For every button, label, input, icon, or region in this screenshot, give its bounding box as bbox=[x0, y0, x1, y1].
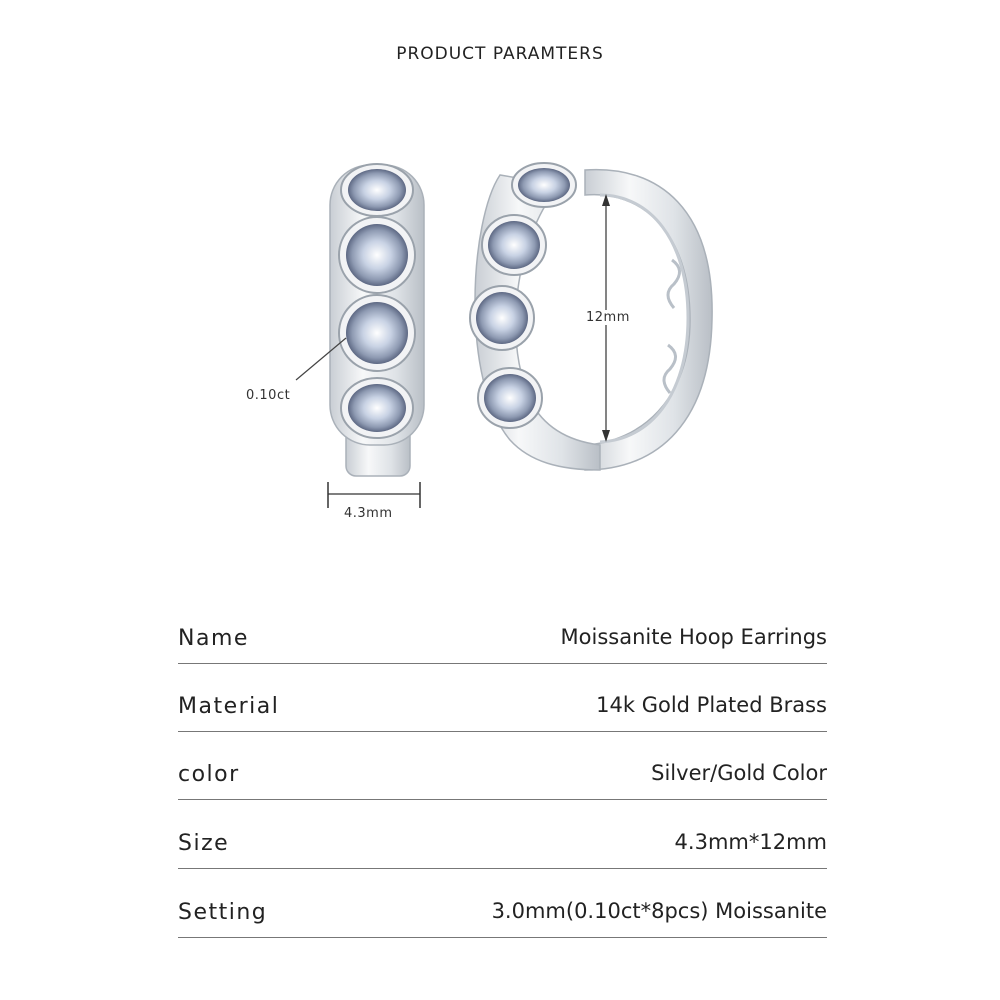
spec-row-name bbox=[178, 600, 827, 664]
spec-value: 14k Gold Plated Brass bbox=[596, 693, 827, 717]
spec-value: Silver/Gold Color bbox=[651, 761, 827, 785]
spec-value: 3.0mm(0.10ct*8pcs) Moissanite bbox=[491, 899, 827, 923]
page-title: PRODUCT PARAMTERS bbox=[396, 44, 604, 64]
spec-row-size bbox=[178, 800, 827, 869]
earring-front-view bbox=[330, 164, 424, 476]
spec-key: Size bbox=[178, 831, 230, 856]
spec-value: Moissanite Hoop Earrings bbox=[560, 625, 827, 649]
stone-weight-label: 0.10ct bbox=[246, 388, 291, 403]
spec-key: Setting bbox=[178, 900, 268, 925]
moissanite-stone bbox=[482, 215, 546, 275]
moissanite-stone bbox=[512, 163, 576, 207]
spec-key: color bbox=[178, 762, 240, 787]
spec-table bbox=[178, 600, 827, 938]
spec-row-color bbox=[178, 732, 827, 800]
height-label: 12mm bbox=[586, 310, 630, 325]
moissanite-stone bbox=[341, 378, 413, 438]
moissanite-stone bbox=[339, 217, 415, 293]
width-label: 4.3mm bbox=[344, 506, 393, 521]
moissanite-stone bbox=[341, 164, 413, 216]
moissanite-stone bbox=[470, 286, 534, 350]
spec-row-material bbox=[178, 664, 827, 732]
spec-row-setting bbox=[178, 869, 827, 938]
width-dimension-marker bbox=[328, 482, 420, 508]
spec-value: 4.3mm*12mm bbox=[674, 830, 827, 854]
moissanite-stone bbox=[478, 368, 542, 428]
moissanite-stone bbox=[339, 295, 415, 371]
spec-key: Name bbox=[178, 626, 249, 651]
spec-key: Material bbox=[178, 694, 280, 719]
